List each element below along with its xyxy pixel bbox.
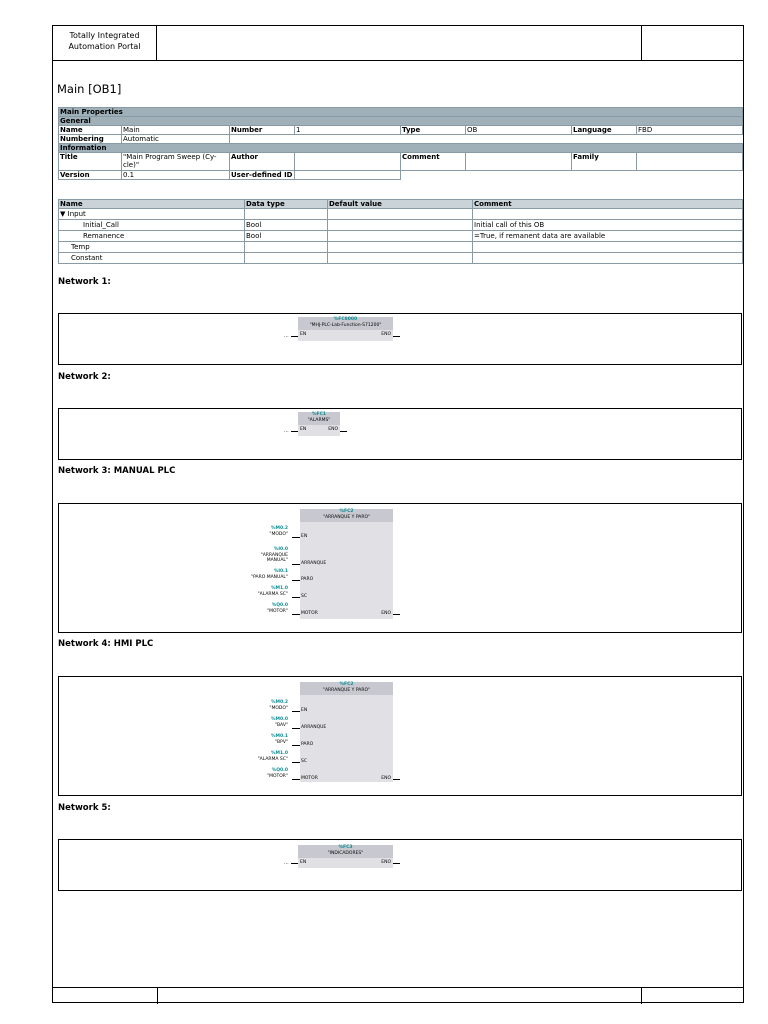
network-4-title: Network 4: HMI PLC bbox=[58, 639, 154, 649]
page-footer bbox=[53, 987, 743, 1004]
section-main-properties: Main Properties bbox=[59, 108, 743, 117]
fc-block[interactable]: %FC2 "ARRANQUE Y PARO" EN ARRANQUE PARO SC MOTOR ENO bbox=[301, 682, 391, 781]
prop-numbering-value: Automatic bbox=[122, 135, 230, 144]
fc-block[interactable]: %FC3 "INDICADORES" EN ENO bbox=[298, 845, 393, 868]
network-5-title: Network 5: bbox=[58, 803, 111, 813]
fc-block[interactable]: %FC1 "ALARMS" EN ENO bbox=[298, 412, 340, 436]
network-2-title: Network 2: bbox=[58, 372, 111, 382]
prop-language-value: FBD bbox=[637, 126, 743, 135]
section-general: General bbox=[59, 117, 743, 126]
fc-block[interactable]: %FC8000 "MHJ-PLC-Lab-Function-S71200" EN ENO bbox=[298, 317, 393, 341]
portal-label: Totally Integrated Automation Portal bbox=[53, 26, 157, 60]
network-4-box: %FC2 "ARRANQUE Y PARO" EN ARRANQUE PARO SC MOTOR ENO %M0.2 "MODO" %M0.0 "BAV" %M0.1 "BPV" %M1.0 "ALARMA SC" %Q0.0 "MOTOR" bbox=[58, 676, 742, 796]
network-3-title: Network 3: MANUAL PLC bbox=[58, 466, 176, 476]
network-1-box: %FC8000 "MHJ-PLC-Lab-Function-S71200" EN ENO ... bbox=[58, 313, 742, 365]
prop-number-value: 1 bbox=[295, 126, 401, 135]
triangle-down-icon: ▼ bbox=[60, 210, 66, 218]
network-3-box: %FC2 "ARRANQUE Y PARO" EN ARRANQUE PARO SC MOTOR ENO %M0.2 "MODO" %I0.0 "ARRANQUE MANUAL" %I0.1 "PARO MANUAL" %M1.0 "ALARMA SC" %Q0.0 "MOTOR" bbox=[58, 503, 742, 633]
fc-block[interactable]: %FC2 "ARRANQUE Y PARO" EN ARRANQUE PARO SC MOTOR ENO bbox=[300, 509, 393, 619]
prop-version-value: 0.1 bbox=[122, 171, 230, 180]
network-1-title: Network 1: bbox=[58, 277, 111, 287]
block-title: Main [OB1] bbox=[57, 82, 122, 96]
network-2-box: %FC1 "ALARMS" EN ENO ... bbox=[58, 408, 742, 460]
interface-input-row[interactable]: ▼ Input bbox=[59, 209, 245, 220]
interface-table: Name Data type Default value Comment ▼ Input Initial_Call Bool Initial call of this OB Remanence Bool =True, if remanent data are available Temp Constant bbox=[58, 199, 743, 264]
page-header bbox=[53, 26, 743, 61]
prop-name-value: Main bbox=[122, 126, 230, 135]
properties-table: Main Properties General Name Main Number 1 Type OB Language FBD Numbering Automatic Information Title "Main Program Sweep (Cy-cle)" Author Comment Family Version 0.1 User-defined ID bbox=[58, 107, 743, 180]
document-page bbox=[52, 25, 744, 1003]
network-5-box: %FC3 "INDICADORES" EN ENO ... bbox=[58, 839, 742, 891]
prop-type-value: OB bbox=[466, 126, 572, 135]
section-information: Information bbox=[59, 144, 743, 153]
prop-title-value: "Main Program Sweep (Cy-cle)" bbox=[122, 153, 230, 171]
